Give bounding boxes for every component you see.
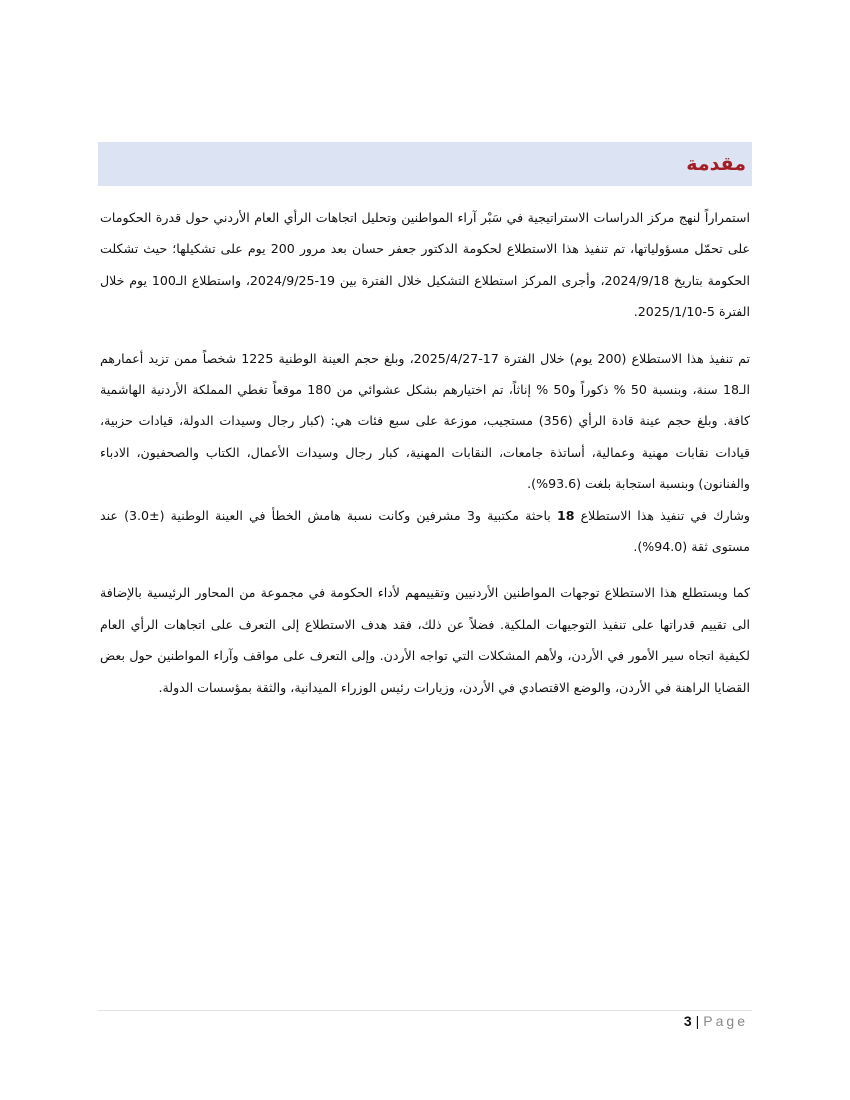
researchers-paragraph — [100, 500, 750, 563]
section-title: مقدمة — [686, 153, 746, 175]
sample-paragraph: تم تنفيذ هذا الاستطلاع (200 يوم) خلال الفترة 17-2025/4/27، وبلغ حجم العينة الوطنية 1225 شخصاً ممن تزيد أعمارهم الـ18 سنة، وبنسبة 50 % ذكوراً و50 % إناثاً، تم اختيارهم بشكل عشوائي من 180 موقعاً تغطي المملكة الأردنية الهاشمية كافة. وبلغ حجم عينة قادة الرأي (356) مستجيب، موزعة على سبع فئات هي: (كبار رجال وسيدات الدولة، قيادات حزبية، قيادات نقابات مهنية وعمالية، أساتذة جامعات، النقابات المهنية، كبار رجال وسيدات الأعمال، الكتاب والصحفيون، الادباء والفنانون) وبنسبة استجابة بلغت (93.6%). — [100, 350, 750, 492]
intro-paragraph: استمراراً لنهج مركز الدراسات الاستراتيجية في سَبْر آراء المواطنين وتحليل اتجاهات الرأي العام الأردني حول قدرة الحكومات على تحمّل مسؤولياتها، تم تنفيذ هذا الاستطلاع لحكومة الدكتور جعفر حسان بعد مرور 200 يوم على تشكيلها؛ حيث تشكلت الحكومة بتاريخ 2024/9/18، وأجرى المركز استطلاع التشكيل خلال الفترة بين 19-2024/9/25، واستطلاع الـ100 يوم خلال الفترة 5-2025/1/10. — [100, 210, 751, 320]
footer-separator: | — [695, 1013, 700, 1029]
document-body — [100, 202, 750, 703]
page-footer — [684, 1013, 748, 1029]
page-number: 3 — [683, 1013, 692, 1029]
page-label: Page — [703, 1013, 748, 1029]
section-heading-bar — [98, 142, 752, 186]
objectives-paragraph: كما ويستطلع هذا الاستطلاع توجهات المواطنين الأردنيين وتقييمهم لأداء الحكومة في مجموعة من المحاور الرئيسية بالإضافة الى تقييم قدراتها على تنفيذ التوجيهات الملكية. فضلاً عن ذلك، فقد هدف الاستطلاع إلى التعرف على اتجاهات الرأي العام لكيفية اتجاه سير الأمور في الأردن، ولأهم المشكلات التي تواجه الأردن. وإلى التعرف على مواقف وآراء المواطنين حول بعض القضايا الراهنة في الأردن، والوضع الاقتصادي في الأردن، وزيارات رئيس الوزراء الميدانية، والثقة بمؤسسات الدولة. — [100, 585, 750, 695]
footer-divider — [98, 1010, 752, 1011]
researchers-text-before: وشارك في تنفيذ هذا الاستطلاع — [580, 507, 751, 523]
researchers-count: 18 — [556, 507, 575, 523]
researchers-text-after: باحثة مكتبية و3 مشرفين وكانت نسبة هامش الخطأ في العينة الوطنية (±3.0) عند مستوى ثقة (94.0%). — [100, 507, 750, 555]
